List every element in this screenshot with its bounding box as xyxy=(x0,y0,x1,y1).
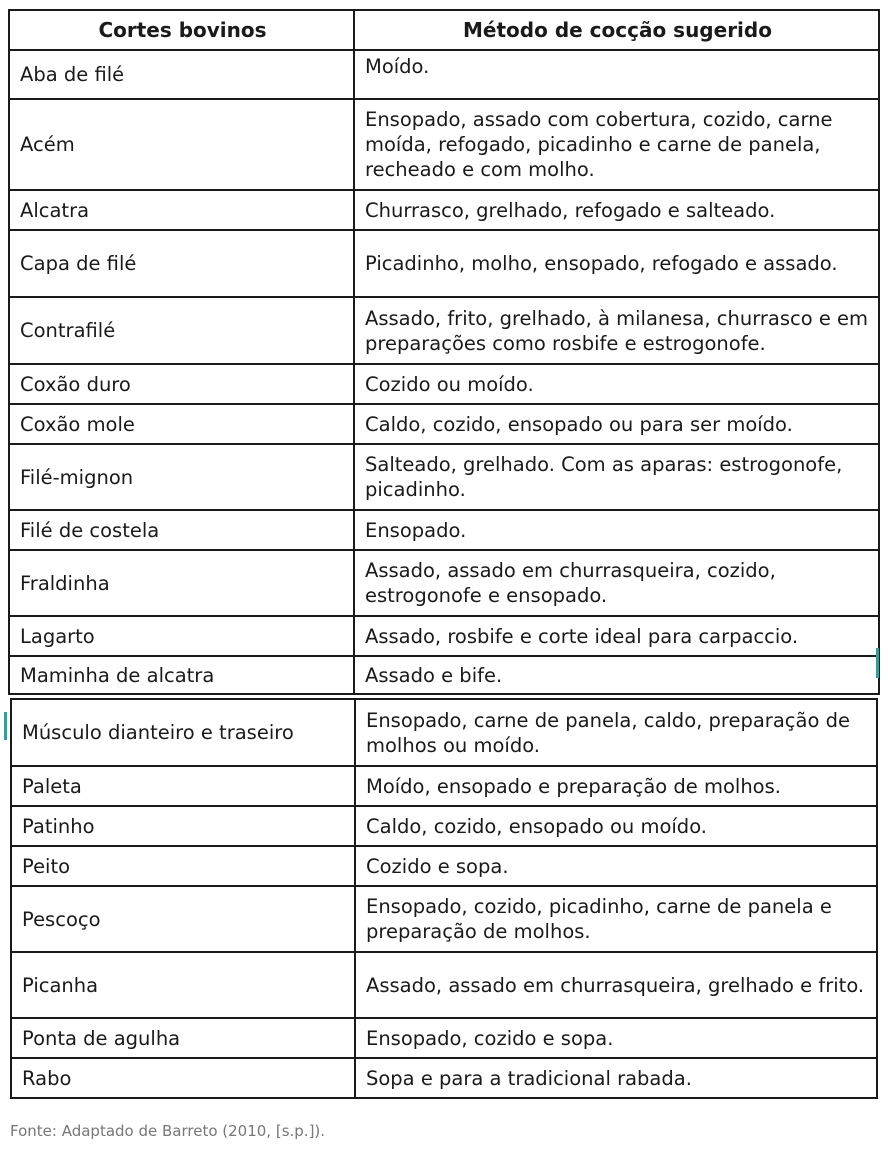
table-row xyxy=(9,656,879,694)
table-row xyxy=(9,190,879,230)
table-row xyxy=(9,550,879,616)
cooking-method: Cozido e sopa. xyxy=(355,846,877,886)
cooking-method: Caldo, cozido, ensopado ou moído. xyxy=(355,806,877,846)
page-edge-marker xyxy=(4,712,7,740)
cut-name: Paleta xyxy=(11,766,355,806)
cut-name: Fraldinha xyxy=(9,550,354,616)
table-row xyxy=(9,50,879,99)
cut-name: Peito xyxy=(11,846,355,886)
table-header-row xyxy=(9,10,879,50)
cut-name: Capa de filé xyxy=(9,230,354,297)
cooking-method: Cozido ou moído. xyxy=(354,364,879,404)
cut-name: Contrafilé xyxy=(9,297,354,364)
cooking-method: Caldo, cozido, ensopado ou para ser moído. xyxy=(354,404,879,444)
cut-name: Coxão mole xyxy=(9,404,354,444)
table-row xyxy=(9,230,879,297)
table-row xyxy=(9,99,879,190)
table-row xyxy=(11,1018,877,1058)
page-edge-marker xyxy=(876,648,879,678)
cut-name: Lagarto xyxy=(9,616,354,656)
cooking-method: Assado, frito, grelhado, à milanesa, churrasco e em preparações como rosbife e estrogonofe. xyxy=(354,297,879,364)
header-method: Método de cocção sugerido xyxy=(354,10,879,50)
cut-name: Coxão duro xyxy=(9,364,354,404)
cooking-method: Assado, assado em churrasqueira, grelhado e frito. xyxy=(355,952,877,1018)
cooking-method: Assado, assado em churrasqueira, cozido, estrogonofe e ensopado. xyxy=(354,550,879,616)
cut-name: Rabo xyxy=(11,1058,355,1098)
cut-name: Acém xyxy=(9,99,354,190)
table-row xyxy=(11,1058,877,1098)
cut-name: Filé de costela xyxy=(9,510,354,550)
table-row xyxy=(11,846,877,886)
cooking-method: Moído, ensopado e preparação de molhos. xyxy=(355,766,877,806)
table-row xyxy=(11,806,877,846)
cut-name: Alcatra xyxy=(9,190,354,230)
table-row xyxy=(9,404,879,444)
header-cut: Cortes bovinos xyxy=(9,10,354,50)
cooking-method: Ensopado, assado com cobertura, cozido, carne moída, refogado, picadinho e carne de panela, recheado e com molho. xyxy=(354,99,879,190)
cooking-method: Assado, rosbife e corte ideal para carpaccio. xyxy=(354,616,879,656)
cooking-method: Picadinho, molho, ensopado, refogado e assado. xyxy=(354,230,879,297)
cooking-method: Sopa e para a tradicional rabada. xyxy=(355,1058,877,1098)
table-row xyxy=(9,444,879,510)
cut-name: Patinho xyxy=(11,806,355,846)
cuts-table-part-2 xyxy=(10,698,878,1099)
table-row xyxy=(11,952,877,1018)
cooking-method: Moído. xyxy=(354,50,879,99)
cut-name: Picanha xyxy=(11,952,355,1018)
cut-name: Músculo dianteiro e traseiro xyxy=(11,699,355,766)
cooking-method: Assado e bife. xyxy=(354,656,879,694)
table-row xyxy=(9,616,879,656)
table-row xyxy=(9,297,879,364)
cuts-table-part-1 xyxy=(8,9,880,695)
cut-name: Pescoço xyxy=(11,886,355,952)
table-row xyxy=(11,699,877,766)
source-caption: Fonte: Adaptado de Barreto (2010, [s.p.]). xyxy=(10,1122,326,1140)
cooking-method: Ensopado. xyxy=(354,510,879,550)
cut-name: Aba de filé xyxy=(9,50,354,99)
table-row xyxy=(9,364,879,404)
cooking-method: Ensopado, cozido e sopa. xyxy=(355,1018,877,1058)
cooking-method: Ensopado, cozido, picadinho, carne de panela e preparação de molhos. xyxy=(355,886,877,952)
cut-name: Ponta de agulha xyxy=(11,1018,355,1058)
table-row xyxy=(11,766,877,806)
cooking-method: Churrasco, grelhado, refogado e salteado. xyxy=(354,190,879,230)
cooking-method: Ensopado, carne de panela, caldo, preparação de molhos ou moído. xyxy=(355,699,877,766)
table-row xyxy=(11,886,877,952)
cooking-method: Salteado, grelhado. Com as aparas: estrogonofe, picadinho. xyxy=(354,444,879,510)
cut-name: Filé-mignon xyxy=(9,444,354,510)
table-row xyxy=(9,510,879,550)
cut-name: Maminha de alcatra xyxy=(9,656,354,694)
